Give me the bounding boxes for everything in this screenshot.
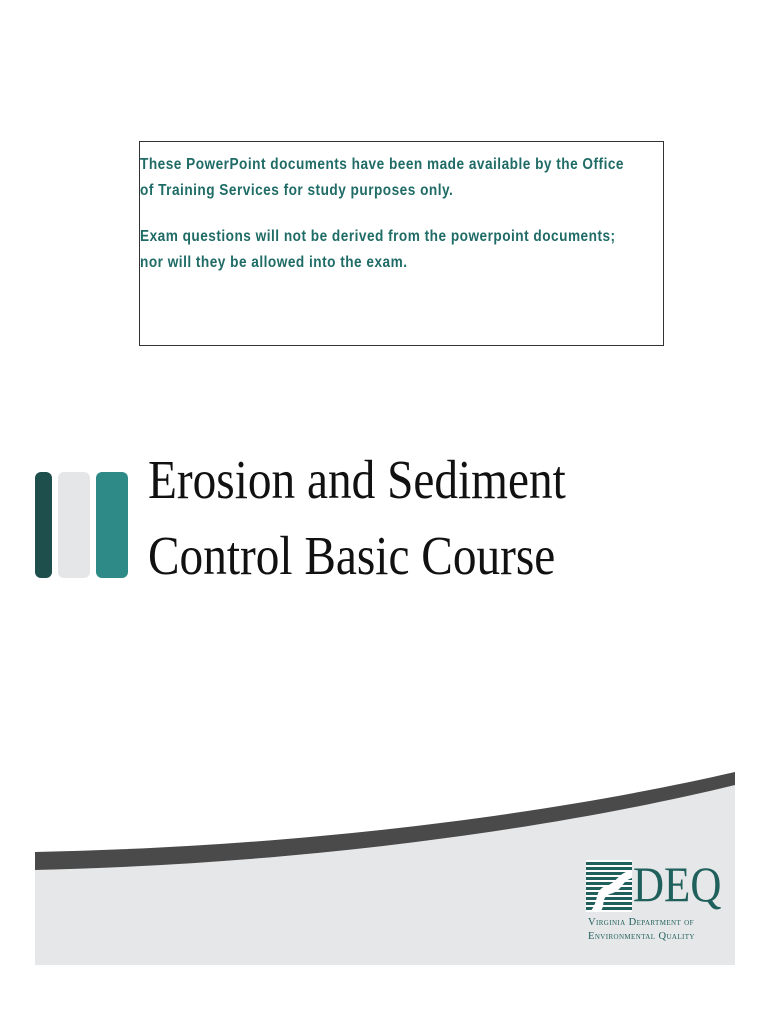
deq-letters: DEQ: [633, 856, 722, 912]
notice-paragraph-2: [140, 224, 668, 276]
notice-line-3: Exam questions will not be derived from the powerpoint documents;: [140, 228, 616, 245]
notice-line-4: nor will they be allowed into the exam.: [140, 254, 408, 271]
deq-subtitle: [588, 916, 695, 944]
notice-box: [139, 141, 664, 346]
notice-line-1: These PowerPoint documents have been made available by the Office: [140, 156, 624, 173]
decorative-bar-dark: [35, 472, 52, 578]
course-title-line-1: Erosion and Sediment: [148, 449, 566, 510]
notice-paragraph-1: [140, 152, 668, 204]
course-title: [148, 442, 566, 594]
decorative-bar-light: [58, 472, 90, 578]
deq-river-icon: [586, 860, 632, 912]
deq-subtitle-line-2: Environmental Quality: [588, 931, 695, 942]
course-title-line-2: Control Basic Course: [148, 525, 556, 586]
deq-subtitle-line-1: Virginia Department of: [588, 917, 694, 928]
notice-line-2: of Training Services for study purposes only.: [140, 182, 454, 199]
decorative-bar-teal: [96, 472, 128, 578]
deq-logo: [586, 856, 726, 946]
